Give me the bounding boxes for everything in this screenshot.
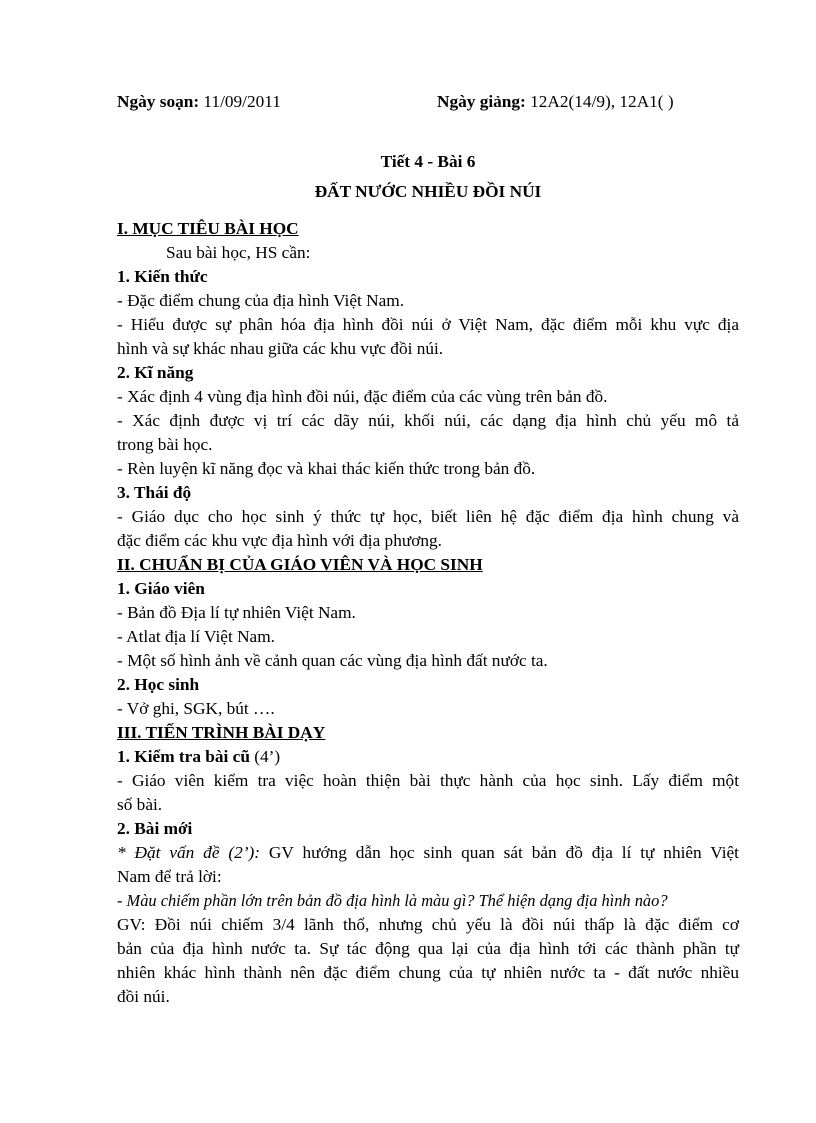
intro-text: GV hướng dẫn học sinh quan sát bản đồ địa lí tự nhiên Việt — [260, 843, 739, 862]
skill-item-3: - Rèn luyện kĩ năng đọc và khai thác kiến thức trong bản đồ. — [117, 459, 536, 478]
student-item-1: - Vở ghi, SGK, bút …. — [117, 699, 275, 718]
attitude-item-1b: đặc điểm các khu vực địa hình với địa phương. — [117, 531, 442, 550]
teach-date — [437, 91, 747, 113]
intro-label: * Đặt vấn đề (2’): — [117, 843, 261, 862]
section-2-heading: II. CHUẨN BỊ CỦA GIÁO VIÊN VÀ HỌC SINH — [117, 555, 483, 574]
gv-text-a: GV: Đồi núi chiếm 3/4 lãnh thổ, nhưng chủ yếu là đồi núi thấp là đặc điểm cơ — [117, 915, 739, 934]
skill-item-2b: trong bài học. — [117, 435, 213, 454]
attitude-item-1a: - Giáo dục cho học sinh ý thức tự học, biết liên hệ đặc điểm địa hình chung và — [117, 507, 739, 526]
review-heading: 1. Kiểm tra bài cũ — [117, 747, 250, 766]
knowledge-item-1: - Đặc điểm chung của địa hình Việt Nam. — [117, 291, 405, 310]
prep-date-label: Ngày soạn: — [117, 92, 200, 111]
intro-line — [117, 842, 739, 864]
review-text-b: số bài. — [117, 795, 163, 814]
teacher-item-2: - Atlat địa lí Việt Nam. — [117, 627, 275, 646]
skill-item-2a: - Xác định được vị trí các dãy núi, khối núi, các dạng địa hình chủ yếu mô tả — [117, 411, 739, 430]
lesson-title: ĐẤT NƯỚC NHIỀU ĐỒI NÚI — [314, 182, 542, 201]
section-1-intro: Sau bài học, HS cần: — [166, 243, 311, 262]
review-time: (4’) — [249, 747, 281, 766]
skills-heading: 2. Kĩ năng — [117, 363, 194, 382]
new-lesson-heading: 2. Bài mới — [117, 819, 193, 838]
teach-date-value: 12A2(14/9), 12A1( ) — [525, 92, 674, 111]
student-heading: 2. Học sinh — [117, 675, 200, 694]
review-heading-line — [117, 746, 739, 768]
skill-item-1: - Xác định 4 vùng địa hình đồi núi, đặc điểm của các vùng trên bản đồ. — [117, 387, 608, 406]
teach-date-label: Ngày giảng: — [437, 92, 526, 111]
knowledge-heading: 1. Kiến thức — [117, 267, 208, 286]
teacher-heading: 1. Giáo viên — [117, 579, 205, 598]
gv-text-b: bản của địa hình nước ta. Sự tác động qua lại của địa hình tới các thành phần tự — [117, 939, 739, 958]
intro-question: - Màu chiếm phần lớn trên bản đồ địa hình là màu gì? Thể hiện dạng địa hình nào? — [117, 891, 668, 910]
gv-text-c: nhiên khác hình thành nên đặc điểm chung của tự nhiên nước ta - đất nước nhiều — [117, 963, 739, 982]
knowledge-item-2b: hình và sự khác nhau giữa các khu vực đồi núi. — [117, 339, 444, 358]
lesson-number: Tiết 4 - Bài 6 — [380, 152, 476, 171]
teacher-item-3: - Một số hình ảnh về cảnh quan các vùng địa hình đất nước ta. — [117, 651, 548, 670]
gv-text-d: đồi núi. — [117, 987, 170, 1006]
review-text-a: - Giáo viên kiểm tra việc hoàn thiện bài thực hành của học sinh. Lấy điểm một — [117, 771, 739, 790]
prep-date-value: 11/09/2011 — [199, 92, 281, 111]
knowledge-item-2a: - Hiểu được sự phân hóa địa hình đồi núi ở Việt Nam, đặc điểm mỗi khu vực địa — [117, 315, 739, 334]
section-1-heading: I. MỤC TIÊU BÀI HỌC — [117, 219, 299, 238]
section-3-heading: III. TIẾN TRÌNH BÀI DẠY — [117, 723, 326, 742]
teacher-item-1: - Bản đồ Địa lí tự nhiên Việt Nam. — [117, 603, 356, 622]
intro-text-b: Nam để trả lời: — [117, 867, 222, 886]
attitude-heading: 3. Thái độ — [117, 483, 192, 502]
